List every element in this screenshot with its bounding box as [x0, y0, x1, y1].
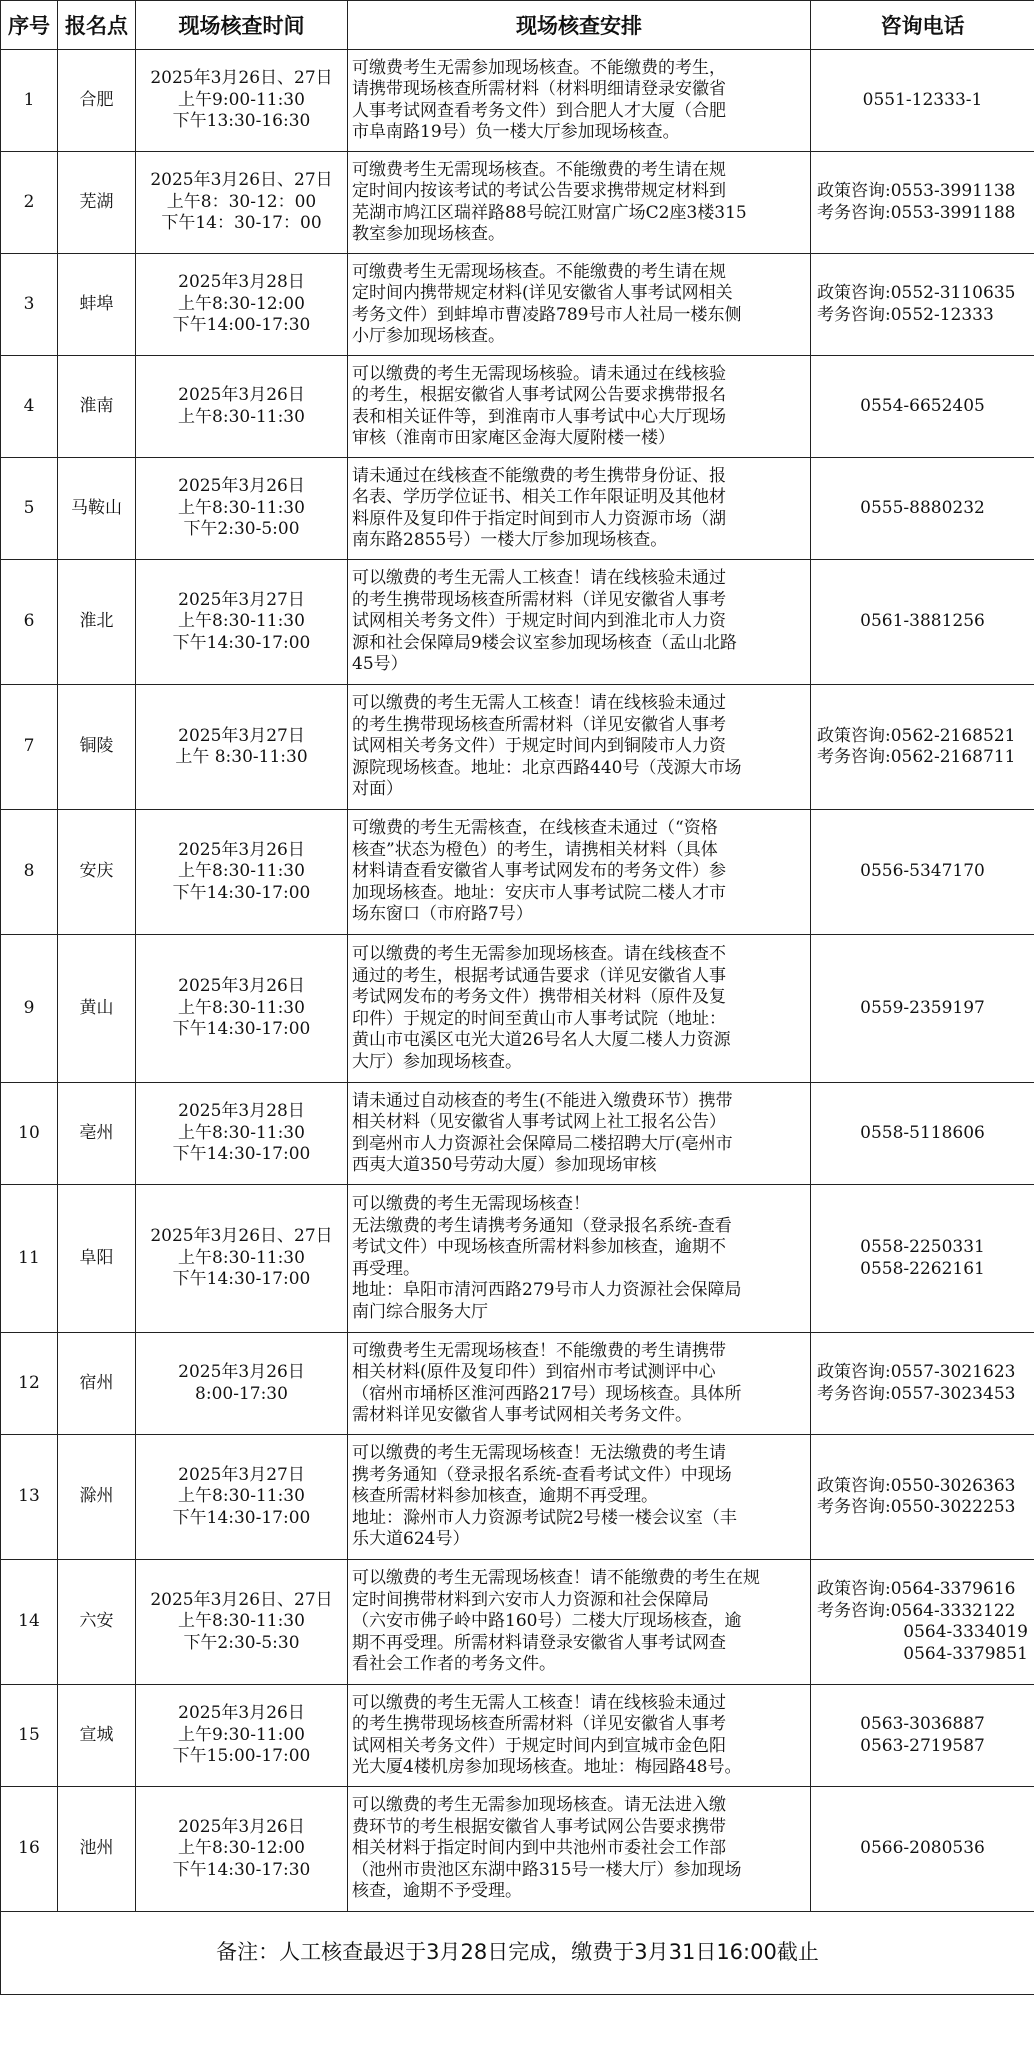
- time-line: 下午13:30-16:30: [172, 111, 311, 132]
- arrangement-line: 到亳州市人力资源社会保障局二楼招聘大厅(亳州市: [352, 1133, 733, 1154]
- phone-line: 0558-5118606: [860, 1122, 985, 1143]
- header-arrangement: 现场核查安排: [348, 1, 811, 50]
- arrangement-line: 期不再受理。所需材料请登录安徽省人事考试网查: [352, 1632, 726, 1653]
- table-row: [1, 1560, 1034, 1685]
- row-number: 16: [1, 1787, 58, 1912]
- phone-line: 0564-3379851: [903, 1643, 1028, 1664]
- row-number: 10: [1, 1083, 58, 1185]
- verification-arrangement: [348, 50, 811, 152]
- time-line: 2025年3月27日: [178, 589, 305, 610]
- verification-time: [136, 810, 348, 935]
- time-line: 下午15:00-17:00: [172, 1746, 311, 1767]
- arrangement-line: 相关材料(原件及复印件）到宿州市考试测评中心: [352, 1362, 716, 1382]
- registration-site: 池州: [58, 1787, 136, 1912]
- time-line: 2025年3月26日、27日: [150, 68, 333, 89]
- verification-arrangement: [348, 152, 811, 254]
- time-line: 上午8:30-11:30: [178, 997, 305, 1018]
- phone-line: 考务咨询:0553-3991188: [817, 202, 1016, 223]
- time-line: 2025年3月26日、27日: [150, 170, 333, 191]
- row-number: 6: [1, 560, 58, 685]
- phone-line: 政策咨询:0550-3026363: [817, 1475, 1016, 1496]
- time-line: 2025年3月27日: [178, 725, 305, 746]
- time-line: 下午14:30-17:00: [172, 882, 311, 903]
- table-header-row: [1, 1, 1034, 50]
- arrangement-line: 可缴费的考生无需核查，在线核查未通过（“资格: [352, 818, 718, 839]
- time-line: 上午8:30-11:30: [178, 1247, 305, 1268]
- arrangement-line: 源和社会保障局9楼会议室参加现场核查（孟山北路: [352, 632, 737, 653]
- table-row: [1, 1435, 1034, 1560]
- arrangement-line: 试网相关考务文件）于规定时间内到铜陵市人力资: [352, 736, 726, 757]
- time-line: 2025年3月26日: [178, 476, 305, 497]
- consult-phone: [811, 1083, 1034, 1185]
- consult-phone: [811, 356, 1034, 458]
- phone-line: 0551-12333-1: [862, 89, 983, 110]
- time-line: 上午8:30-12:00: [178, 293, 305, 314]
- phone-line: 0558-2250331: [860, 1237, 985, 1257]
- phone-line: 考务咨询:0550-3022253: [817, 1497, 1016, 1517]
- arrangement-line: 可以缴费的考生无需参加现场核查。请无法进入缴: [352, 1795, 726, 1816]
- verification-arrangement: [348, 1685, 811, 1787]
- verification-time: [136, 935, 348, 1083]
- verification-arrangement: [348, 356, 811, 458]
- registration-site: 铜陵: [58, 685, 136, 810]
- time-line: 下午14:30-17:00: [172, 1269, 311, 1290]
- time-line: 上午8:30-11:30: [178, 611, 305, 632]
- consult-phone: [811, 458, 1034, 560]
- time-line: 2025年3月28日: [178, 272, 305, 293]
- phone-line: 0554-6652405: [860, 395, 985, 416]
- registration-site: 宿州: [58, 1333, 136, 1435]
- consult-phone: [811, 685, 1034, 810]
- time-line: 上午8:30-11:30: [178, 497, 305, 518]
- arrangement-line: 相关材料于指定时间内到中共池州市委社会工作部: [352, 1838, 726, 1859]
- header-phone: 咨询电话: [811, 1, 1034, 50]
- time-line: 2025年3月26日、27日: [150, 1589, 333, 1610]
- time-line: 上午8:30-11:30: [178, 861, 305, 882]
- arrangement-line: 请携带现场核查所需材料（材料明细请登录安徽省: [352, 79, 726, 99]
- arrangement-line: 可以缴费的考生无需现场核查！: [352, 1194, 590, 1214]
- arrangement-line: 核查，逾期不予受理。: [352, 1881, 522, 1902]
- arrangement-line: 无法缴费的考生请携考务通知（登录报名系统-查看: [352, 1215, 732, 1236]
- time-line: 上午9:00-11:30: [178, 89, 305, 110]
- registration-site: 阜阳: [58, 1185, 136, 1333]
- time-line: 下午14:00-17:30: [172, 315, 311, 336]
- arrangement-line: 可以缴费的考生无需人工核查！请在线核验未通过: [352, 568, 726, 589]
- registration-site: 亳州: [58, 1083, 136, 1185]
- verification-arrangement: [348, 1435, 811, 1560]
- time-line: 下午14：30-17：00: [161, 213, 322, 234]
- time-line: 下午2:30-5:00: [183, 519, 300, 540]
- arrangement-line: 的考生携带现场核查所需材料（详见安徽省人事考: [352, 589, 726, 610]
- arrangement-line: 地址：滁州市人力资源考试院2号楼一楼会议室（丰: [352, 1507, 737, 1528]
- verification-time: [136, 458, 348, 560]
- arrangement-line: 可以缴费的考生无需人工核查！请在线核验未通过: [352, 693, 726, 714]
- phone-line: 0563-2719587: [860, 1735, 985, 1756]
- phone-line: 0559-2359197: [860, 997, 985, 1018]
- table-row: [1, 1333, 1034, 1435]
- time-line: 2025年3月26日: [178, 1703, 305, 1724]
- row-number: 3: [1, 254, 58, 356]
- arrangement-line: 看社会工作者的考务文件。: [352, 1654, 556, 1675]
- registration-site: 滁州: [58, 1435, 136, 1560]
- verification-time: [136, 560, 348, 685]
- phone-line: 政策咨询:0552-3110635: [817, 283, 1016, 303]
- registration-site: 蚌埠: [58, 254, 136, 356]
- time-line: 2025年3月26日: [178, 1362, 305, 1382]
- consult-phone: [811, 560, 1034, 685]
- arrangement-line: 光大厦4楼机房参加现场核查。地址：梅园路48号。: [352, 1757, 742, 1777]
- table-row: [1, 1083, 1034, 1185]
- arrangement-line: 考务文件）到蚌埠市曹凌路789号市人社局一楼东侧: [352, 304, 742, 325]
- consult-phone: [811, 1787, 1034, 1912]
- arrangement-line: 可缴费考生无需现场核查。不能缴费的考生请在规: [352, 261, 726, 282]
- arrangement-line: 的考生携带现场核查所需材料（详见安徽省人事考: [352, 1714, 726, 1734]
- arrangement-line: 试网相关考务文件）于规定时间内到宣城市金色阳: [352, 1735, 726, 1756]
- arrangement-line: 45号）: [352, 654, 408, 675]
- verification-time: [136, 1560, 348, 1685]
- row-number: 15: [1, 1685, 58, 1787]
- table-row: [1, 152, 1034, 254]
- phone-line: 政策咨询:0557-3021623: [817, 1362, 1016, 1382]
- table-row: [1, 458, 1034, 560]
- arrangement-line: 可以缴费的考生无需现场核验。请未通过在线核验: [352, 363, 726, 384]
- verification-time: [136, 50, 348, 152]
- arrangement-line: 表和相关证件等，到淮南市人事考试中心大厅现场: [352, 406, 726, 427]
- arrangement-line: 场东窗口（市府路7号）: [352, 904, 533, 925]
- arrangement-line: 料原件及复印件于指定时间到市人力资源市场（湖: [352, 508, 726, 529]
- registration-site: 淮南: [58, 356, 136, 458]
- phone-line: 考务咨询:0564-3332122: [817, 1600, 1016, 1621]
- consult-phone: [811, 810, 1034, 935]
- registration-site: 黄山: [58, 935, 136, 1083]
- time-line: 上午8:30-11:30: [178, 1122, 305, 1143]
- verification-time: [136, 1185, 348, 1333]
- time-line: 下午14:30-17:00: [172, 1144, 311, 1165]
- arrangement-line: 携考务通知（登录报名系统-查看考试文件）中现场: [352, 1464, 732, 1485]
- arrangement-line: 核查所需材料参加核查，逾期不再受理。: [352, 1486, 658, 1507]
- arrangement-line: 考试文件）中现场核查所需材料参加核查，逾期不: [352, 1237, 726, 1257]
- verification-arrangement: [348, 1333, 811, 1435]
- time-line: 2025年3月27日: [178, 1464, 305, 1485]
- phone-line: 考务咨询:0552-12333: [817, 304, 994, 325]
- arrangement-line: 南东路2855号）一楼大厅参加现场核查。: [352, 530, 668, 550]
- arrangement-line: 可缴费考生无需现场核查。不能缴费的考生请在规: [352, 159, 726, 180]
- table-row: [1, 685, 1034, 810]
- time-line: 2025年3月28日: [178, 1101, 305, 1122]
- table-row: [1, 356, 1034, 458]
- table-body: [1, 50, 1034, 1912]
- arrangement-line: 的考生，根据安徽省人事考试网公告要求携带报名: [352, 385, 726, 405]
- time-line: 下午2:30-5:30: [183, 1632, 300, 1653]
- arrangement-line: 南门综合服务大厅: [352, 1301, 488, 1322]
- row-number: 1: [1, 50, 58, 152]
- time-line: 8:00-17:30: [195, 1383, 288, 1404]
- time-line: 下午14:30-17:00: [172, 632, 311, 653]
- consult-phone: [811, 50, 1034, 152]
- phone-line: 政策咨询:0564-3379616: [817, 1579, 1016, 1599]
- consult-phone: [811, 1333, 1034, 1435]
- table-row: [1, 1787, 1034, 1912]
- verification-time: [136, 356, 348, 458]
- row-number: 12: [1, 1333, 58, 1435]
- phone-line: 考务咨询:0557-3023453: [817, 1383, 1016, 1404]
- arrangement-line: 再受理。: [352, 1258, 420, 1279]
- table-row: [1, 50, 1034, 152]
- header-no: 序号: [1, 1, 58, 50]
- registration-site: 芜湖: [58, 152, 136, 254]
- arrangement-line: 考试网发布的考务文件）携带相关材料（原件及复: [352, 987, 726, 1007]
- registration-site: 六安: [58, 1560, 136, 1685]
- row-number: 11: [1, 1185, 58, 1333]
- phone-line: 0564-3334019: [903, 1622, 1028, 1642]
- row-number: 9: [1, 935, 58, 1083]
- time-line: 上午8:30-11:30: [178, 1486, 305, 1507]
- time-line: 下午14:30-17:00: [172, 1507, 311, 1528]
- verification-arrangement: [348, 1787, 811, 1912]
- registration-site: 宣城: [58, 1685, 136, 1787]
- verification-time: [136, 1333, 348, 1435]
- table-row: [1, 935, 1034, 1083]
- arrangement-line: 小厅参加现场核查。: [352, 326, 505, 346]
- arrangement-line: 名表、学历学位证书、相关工作年限证明及其他材: [352, 487, 726, 507]
- time-line: 下午14:30-17:00: [172, 1019, 311, 1040]
- arrangement-line: 可以缴费的考生无需人工核查！请在线核验未通过: [352, 1692, 726, 1713]
- arrangement-line: 相关材料（见安徽省人事考试网上社工报名公告）: [352, 1112, 726, 1132]
- arrangement-line: 定时间内携带规定材料(详见安徽省人事考试网相关: [352, 283, 733, 303]
- arrangement-line: 源院现场核查。地址：北京西路440号（茂源大市场: [352, 757, 742, 778]
- verification-time: [136, 1083, 348, 1185]
- phone-line: 政策咨询:0562-2168521: [817, 725, 1016, 746]
- header-time: 现场核查时间: [136, 1, 348, 50]
- arrangement-line: 费环节的考生根据安徽省人事考试网公告要求携带: [352, 1816, 726, 1837]
- phone-line: 考务咨询:0562-2168711: [817, 747, 1016, 767]
- arrangement-line: 通过的考生，根据考试通告要求（详见安徽省人事: [352, 965, 726, 986]
- note-row: [1, 1912, 1034, 1995]
- arrangement-line: 请未通过在线核查不能缴费的考生携带身份证、报: [352, 465, 726, 486]
- verification-time: [136, 1685, 348, 1787]
- arrangement-line: 地址：阜阳市清河西路279号市人力资源社会保障局: [352, 1280, 742, 1300]
- phone-line: 0555-8880232: [860, 497, 985, 518]
- time-line: 2025年3月26日: [178, 385, 305, 405]
- time-line: 上午 8:30-11:30: [175, 747, 308, 767]
- consult-phone: [811, 1435, 1034, 1560]
- row-number: 7: [1, 685, 58, 810]
- consult-phone: [811, 152, 1034, 254]
- row-number: 13: [1, 1435, 58, 1560]
- row-number: 4: [1, 356, 58, 458]
- verification-time: [136, 152, 348, 254]
- phone-line: 政策咨询:0553-3991138: [817, 181, 1016, 201]
- arrangement-line: 市阜南路19号）负一楼大厅参加现场核查。: [352, 122, 680, 142]
- phone-line: 0566-2080536: [860, 1838, 985, 1859]
- phone-line: 0561-3881256: [860, 611, 985, 632]
- time-line: 上午9:30-11:00: [178, 1724, 305, 1745]
- registration-site: 马鞍山: [58, 458, 136, 560]
- arrangement-line: 定时间携带材料到六安市人力资源和社会保障局: [352, 1589, 709, 1610]
- verification-time: [136, 1787, 348, 1912]
- time-line: 2025年3月26日: [178, 976, 305, 997]
- arrangement-line: 请未通过自动核查的考生(不能进入缴费环节）携带: [352, 1090, 733, 1111]
- note-text: 备注：人工核查最迟于3月28日完成，缴费于3月31日16:00截止: [1, 1912, 1034, 1995]
- verification-time: [136, 685, 348, 810]
- time-line: 上午8：30-12：00: [166, 191, 317, 212]
- arrangement-line: 可缴费考生无需现场核查！不能缴费的考生请携带: [352, 1340, 726, 1361]
- verification-arrangement: [348, 254, 811, 356]
- verification-time: [136, 1435, 348, 1560]
- consult-phone: [811, 1685, 1034, 1787]
- phone-line: 0558-2262161: [860, 1258, 985, 1279]
- verification-time: [136, 254, 348, 356]
- table-row: [1, 560, 1034, 685]
- verification-arrangement: [348, 935, 811, 1083]
- arrangement-line: 的考生携带现场核查所需材料（详见安徽省人事考: [352, 714, 726, 735]
- arrangement-line: （六安市佛子岭中路160号）二楼大厅现场核查，逾: [352, 1611, 742, 1632]
- consult-phone: [811, 1185, 1034, 1333]
- time-line: 下午14:30-17:30: [172, 1859, 311, 1880]
- header-site: 报名点: [58, 1, 136, 50]
- arrangement-line: 乐大道624号）: [352, 1529, 470, 1550]
- arrangement-line: 芜湖市鸠江区瑞祥路88号皖江财富广场C2座3楼315: [352, 202, 747, 223]
- consult-phone: [811, 1560, 1034, 1685]
- arrangement-line: 可以缴费的考生无需参加现场核查。请在线核查不: [352, 944, 726, 964]
- row-number: 2: [1, 152, 58, 254]
- arrangement-line: （池州市贵池区东湖中路315号一楼大厅）参加现场: [352, 1859, 742, 1880]
- row-number: 8: [1, 810, 58, 935]
- arrangement-line: 审核（淮南市田家庵区金海大厦附楼一楼）: [352, 428, 675, 448]
- verification-arrangement: [348, 1560, 811, 1685]
- arrangement-line: 核查”状态为橙色）的考生，请携相关材料（具体: [352, 839, 718, 860]
- time-line: 2025年3月26日: [178, 839, 305, 860]
- registration-site: 安庆: [58, 810, 136, 935]
- time-line: 上午8:30-11:30: [178, 1611, 305, 1632]
- time-line: 上午8:30-11:30: [178, 406, 305, 427]
- table-row: [1, 254, 1034, 356]
- arrangement-line: 加现场核查。地址：安庆市人事考试院二楼人才市: [352, 882, 726, 903]
- table-row: [1, 1685, 1034, 1787]
- arrangement-line: 定时间内按该考试的考试公告要求携带规定材料到: [352, 181, 726, 201]
- verification-arrangement: [348, 810, 811, 935]
- arrangement-line: （宿州市埇桥区淮河西路217号）现场核查。具体所: [352, 1383, 742, 1404]
- arrangement-line: 对面）: [352, 779, 403, 800]
- time-line: 2025年3月26日、27日: [150, 1226, 333, 1247]
- verification-arrangement: [348, 1083, 811, 1185]
- arrangement-line: 西夷大道350号劳动大厦）参加现场审核: [352, 1155, 657, 1175]
- consult-phone: [811, 935, 1034, 1083]
- arrangement-line: 黄山市屯溪区屯光大道26号名人大厦二楼人力资源: [352, 1030, 731, 1050]
- row-number: 14: [1, 1560, 58, 1685]
- time-line: 上午8:30-12:00: [178, 1838, 305, 1859]
- arrangement-line: 可缴费考生无需参加现场核查。不能缴费的考生，: [352, 57, 726, 78]
- arrangement-line: 大厅）参加现场核查。: [352, 1051, 522, 1072]
- consult-phone: [811, 254, 1034, 356]
- arrangement-line: 试网相关考务文件）于规定时间内到淮北市人力资: [352, 611, 726, 632]
- verification-arrangement: [348, 1185, 811, 1333]
- arrangement-line: 可以缴费的考生无需现场核查！无法缴费的考生请: [352, 1443, 726, 1464]
- verification-arrangement: [348, 458, 811, 560]
- table-row: [1, 810, 1034, 935]
- arrangement-line: 人事考试网查看考务文件）到合肥人才大厦（合肥: [352, 100, 726, 121]
- time-line: 2025年3月26日: [178, 1816, 305, 1837]
- verification-arrangement: [348, 685, 811, 810]
- phone-line: 0556-5347170: [860, 861, 985, 882]
- arrangement-line: 印件）于规定的时间至黄山市人事考试院（地址：: [352, 1008, 726, 1029]
- row-number: 5: [1, 458, 58, 560]
- table-row: [1, 1185, 1034, 1333]
- arrangement-line: 需材料详见安徽省人事考试网相关考务文件。: [352, 1405, 692, 1425]
- verification-arrangement: [348, 560, 811, 685]
- phone-line: 0563-3036887: [860, 1714, 985, 1734]
- registration-site: 淮北: [58, 560, 136, 685]
- arrangement-line: 材料请查看安徽省人事考试网发布的考务文件）参: [352, 861, 726, 882]
- arrangement-line: 可以缴费的考生无需现场核查！请不能缴费的考生在规: [352, 1568, 760, 1589]
- registration-site: 合肥: [58, 50, 136, 152]
- arrangement-line: 教室参加现场核查。: [352, 224, 505, 244]
